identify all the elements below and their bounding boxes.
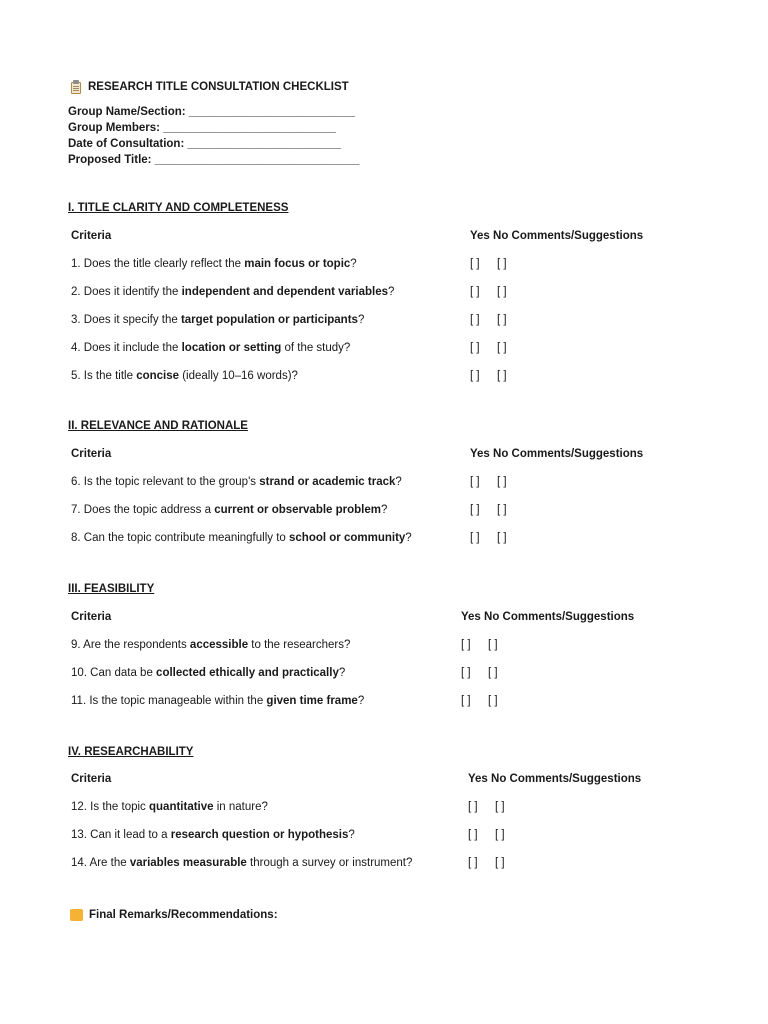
yes-checkbox[interactable]: [ ]	[470, 258, 480, 270]
clipboard-icon	[70, 80, 82, 94]
section-heading: II. RELEVANCE AND RATIONALE	[68, 420, 248, 432]
yes-no-comments-header: Yes No Comments/Suggestions	[470, 230, 644, 242]
no-checkbox[interactable]: [ ]	[497, 314, 507, 326]
no-checkbox[interactable]: [ ]	[497, 370, 507, 382]
criteria-question: 12. Is the topic quantitative in nature?	[71, 801, 268, 813]
no-checkbox[interactable]: [ ]	[497, 476, 507, 488]
criteria-header: Criteria	[71, 773, 112, 785]
criteria-question: 2. Does it identify the independent and dependent variables?	[71, 286, 395, 298]
proposed-title-field: Proposed Title: ________________________________	[68, 154, 360, 166]
criteria-header: Criteria	[71, 448, 112, 460]
criteria-header: Criteria	[71, 230, 112, 242]
criteria-question: 14. Are the variables measurable through a survey or instrument?	[71, 857, 413, 869]
yes-checkbox[interactable]: [ ]	[461, 695, 471, 707]
final-remarks	[70, 909, 278, 921]
criteria-question: 8. Can the topic contribute meaningfully to school or community?	[71, 532, 412, 544]
yes-no-comments-header: Yes No Comments/Suggestions	[468, 773, 642, 785]
criteria-question: 5. Is the title concise (ideally 10–16 words)?	[71, 370, 298, 382]
yes-checkbox[interactable]: [ ]	[468, 829, 478, 841]
yes-checkbox[interactable]: [ ]	[468, 857, 478, 869]
group-members-field: Group Members: ___________________________	[68, 122, 336, 134]
section-heading: I. TITLE CLARITY AND COMPLETENESS	[68, 202, 289, 214]
section-heading: IV. RESEARCHABILITY	[68, 746, 194, 758]
no-checkbox[interactable]: [ ]	[488, 695, 498, 707]
yes-checkbox[interactable]: [ ]	[468, 801, 478, 813]
yes-checkbox[interactable]: [ ]	[470, 504, 480, 516]
criteria-question: 1. Does the title clearly reflect the main focus or topic?	[71, 258, 357, 270]
yes-no-comments-header: Yes No Comments/Suggestions	[461, 611, 635, 623]
no-checkbox[interactable]: [ ]	[497, 286, 507, 298]
checklist-title	[70, 80, 349, 94]
criteria-question: 9. Are the respondents accessible to the researchers?	[71, 639, 351, 651]
yes-checkbox[interactable]: [ ]	[461, 639, 471, 651]
no-checkbox[interactable]: [ ]	[497, 532, 507, 544]
no-checkbox[interactable]: [ ]	[495, 857, 505, 869]
title-text: RESEARCH TITLE CONSULTATION CHECKLIST	[88, 81, 349, 93]
criteria-question: 13. Can it lead to a research question or hypothesis?	[71, 829, 355, 841]
yes-checkbox[interactable]: [ ]	[470, 532, 480, 544]
yes-checkbox[interactable]: [ ]	[470, 286, 480, 298]
criteria-question: 3. Does it specify the target population or participants?	[71, 314, 365, 326]
no-checkbox[interactable]: [ ]	[488, 639, 498, 651]
yes-no-comments-header: Yes No Comments/Suggestions	[470, 448, 644, 460]
date-of-consultation-field: Date of Consultation: ________________________	[68, 138, 341, 150]
yes-checkbox[interactable]: [ ]	[470, 342, 480, 354]
yes-checkbox[interactable]: [ ]	[470, 476, 480, 488]
final-remarks-label: Final Remarks/Recommendations:	[89, 909, 278, 921]
group-name-field: Group Name/Section: __________________________	[68, 106, 356, 118]
criteria-question: 11. Is the topic manageable within the given time frame?	[71, 695, 365, 707]
yes-checkbox[interactable]: [ ]	[470, 370, 480, 382]
no-checkbox[interactable]: [ ]	[497, 342, 507, 354]
criteria-header: Criteria	[71, 611, 112, 623]
no-checkbox[interactable]: [ ]	[495, 801, 505, 813]
yes-checkbox[interactable]: [ ]	[461, 667, 471, 679]
no-checkbox[interactable]: [ ]	[488, 667, 498, 679]
criteria-question: 4. Does it include the location or setting of the study?	[71, 342, 351, 354]
no-checkbox[interactable]: [ ]	[497, 504, 507, 516]
criteria-question: 10. Can data be collected ethically and practically?	[71, 667, 346, 679]
yes-checkbox[interactable]: [ ]	[470, 314, 480, 326]
criteria-question: 7. Does the topic address a current or observable problem?	[71, 504, 388, 516]
section-heading: III. FEASIBILITY	[68, 583, 155, 595]
no-checkbox[interactable]: [ ]	[497, 258, 507, 270]
no-checkbox[interactable]: [ ]	[495, 829, 505, 841]
orange-square-icon	[70, 909, 83, 921]
criteria-question: 6. Is the topic relevant to the group's strand or academic track?	[71, 476, 402, 488]
